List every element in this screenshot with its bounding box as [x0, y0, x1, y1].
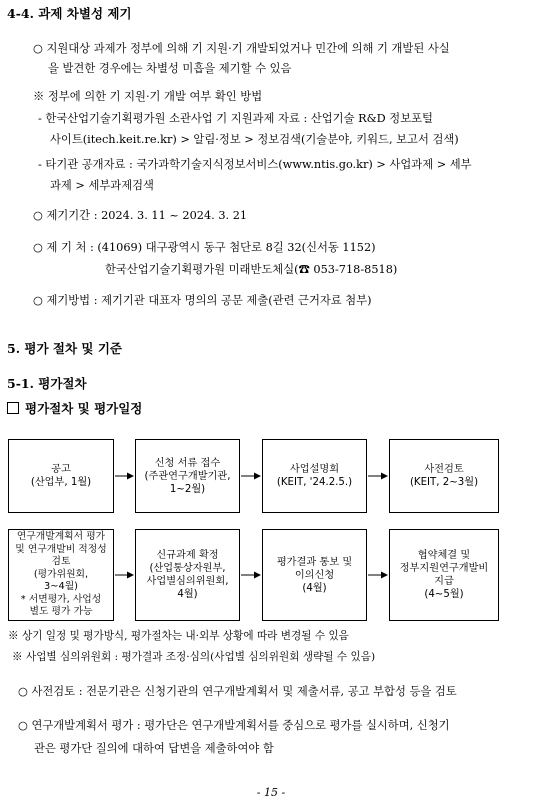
flow-step-label: 사전검토 (KEIT, 2~3월): [409, 464, 479, 488]
flow-step-label: 신청 서류 접수 (주관연구개발기관, 1~2월): [144, 457, 231, 495]
flow-step-label: 협약체결 및 정부지원연구개발비 지급 (4~5월): [399, 550, 489, 600]
submission-address-line2: 한국산업기술기획평가원 미래반도체실(☎ 053-718-8518): [105, 263, 398, 276]
bullet-target-line1: ○ 지원대상 과제가 정부에 의해 기 지원·기 개발되었거나 민간에 의해 기 개발된 사실: [33, 42, 450, 55]
flow-step-label: 평가결과 통보 및 이의신청 (4월): [276, 556, 353, 594]
sub-item-1-line2: 사이트(itech.keit.re.kr) > 알림·정보 > 정보검색(기술분야, 키워드, 보고서 검색): [50, 133, 459, 146]
sub-item-1-line1: - 한국산업기술기획평가원 소관사업 기 지원과제 자료 : 산업기술 R&D 정보포털: [38, 112, 433, 125]
submission-method: ○ 제기방법 : 제기기관 대표자 명의의 공문 제출(관련 근거자료 첨부): [33, 294, 372, 307]
section-heading-4-4: 4-4. 과제 차별성 제기: [7, 6, 132, 21]
flow-step-label: 신규과제 확정 (산업통상자원부, 사업별심의위원회, 4월): [146, 550, 229, 600]
section-heading-5: 5. 평가 절차 및 기준: [7, 341, 122, 356]
submission-address-line1: ○ 제 기 처 : (41069) 대구광역시 동구 첨단로 8길 32(신서동 1152): [33, 241, 376, 254]
page-number: - 15 -: [256, 786, 286, 799]
sub-item-2-line2: 과제 > 세부과제검색: [50, 179, 154, 192]
schedule-note: ※ 상기 일정 및 평가방식, 평가절차는 내·외부 상황에 따라 변경될 수 있음: [8, 630, 349, 642]
section-heading-5-1: 5-1. 평가절차: [7, 376, 87, 391]
flow-step-label: 사업설명회 (KEIT, '24.2.5.): [276, 464, 353, 488]
committee-note: ※ 사업별 심의위원회 : 평가결과 조정·심의(사업별 심의위원회 생략될 수 있음): [12, 651, 376, 663]
flow-step-label: 공고 (산업부, 1월): [30, 464, 92, 488]
precheck-description: ○ 사전검토 : 전문기관은 신청기관의 연구개발계획서 및 제출서류, 공고 부합성 등을 검토: [18, 685, 457, 698]
flow-step-label: 연구개발계획서 평가 및 연구개발비 적정성 검토 (평가위원회, 3~4월) * 서면평가, 사업성 별도 평가 가능: [15, 530, 107, 618]
box-heading-text: 평가절차 및 평가일정: [25, 401, 143, 416]
bullet-target-line2: 을 발견한 경우에는 차별성 미흡을 제기할 수 있음: [48, 62, 292, 75]
plan-eval-line1: ○ 연구개발계획서 평가 : 평가단은 연구개발계획서를 중심으로 평가를 실시하며, 신청기: [18, 719, 450, 732]
note-method-title: ※ 정부에 의한 기 지원·기 개발 여부 확인 방법: [33, 90, 263, 103]
sub-item-2-line1: - 타기관 공개자료 : 국가과학기술지식정보서비스(www.ntis.go.kr) > 사업과제 > 세부: [38, 158, 472, 171]
plan-eval-line2: 관은 평가단 질의에 대하여 답변을 제출하여야 함: [34, 742, 274, 755]
submission-period: ○ 제기기간 : 2024. 3. 11 ~ 2024. 3. 21: [33, 209, 248, 222]
